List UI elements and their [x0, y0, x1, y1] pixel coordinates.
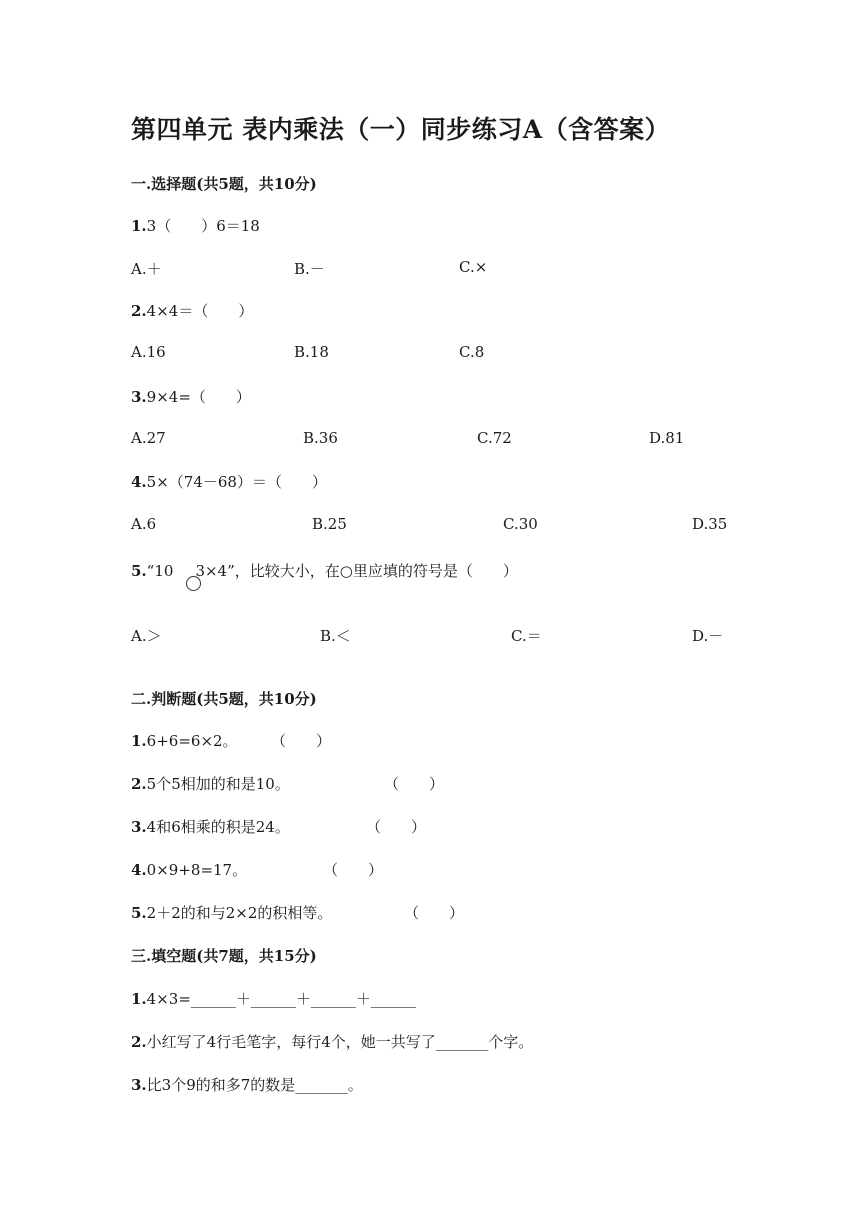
question-number: 2. — [131, 775, 147, 793]
question-number: 5. — [131, 904, 147, 922]
judge-3-answer-blank: （ ） — [366, 818, 427, 836]
question-number: 3. — [131, 1076, 147, 1094]
choice-5-option-a: A.＞ — [131, 627, 162, 645]
question-text-part-1: “10 — [146, 562, 174, 580]
question-number: 4. — [131, 473, 147, 491]
judge-question-5 — [131, 902, 332, 923]
choice-5-option-b: B.＜ — [320, 627, 351, 645]
choice-4-option-c: C.30 — [503, 515, 538, 533]
section-heading-fill: 三.填空题(共7题，共15分) — [131, 947, 317, 965]
question-text: 比3个9的和多7的数是_______。 — [146, 1076, 363, 1094]
choice-5-option-d: D.－ — [692, 627, 724, 645]
question-text: 小红写了4行毛笔字，每行4个，她一共写了_______个字。 — [146, 1033, 534, 1051]
question-text: 4×3=______＋______＋______＋______ — [146, 990, 416, 1008]
choice-1-option-b: B.－ — [294, 260, 325, 278]
question-text: 2＋2的和与2×2的积相等。 — [146, 904, 333, 922]
section-heading-judge: 二.判断题(共5题，共10分) — [131, 690, 317, 708]
choice-4-option-a: A.6 — [131, 515, 157, 533]
judge-question-1 — [131, 730, 238, 751]
question-number: 1. — [131, 217, 147, 235]
comparison-circle-icon — [186, 576, 201, 591]
judge-question-4 — [131, 859, 247, 880]
question-text: 3（ ）6＝18 — [146, 217, 260, 235]
question-number: 2. — [131, 1033, 147, 1051]
judge-1-answer-blank: （ ） — [271, 732, 332, 750]
question-text: 4×4＝（ ） — [146, 302, 254, 320]
question-number: 1. — [131, 990, 147, 1008]
choice-4-option-d: D.35 — [692, 515, 728, 533]
choice-3-option-c: C.72 — [477, 429, 512, 447]
fill-question-3 — [131, 1074, 363, 1095]
question-text: 0×9+8=17。 — [146, 861, 248, 879]
choice-2-option-b: B.18 — [294, 343, 329, 361]
choice-4-option-b: B.25 — [312, 515, 347, 533]
question-text: 4和6相乘的积是24。 — [146, 818, 290, 836]
choice-3-option-a: A.27 — [131, 429, 166, 447]
choice-3-option-b: B.36 — [303, 429, 338, 447]
choice-3-option-d: D.81 — [649, 429, 685, 447]
page-title: 第四单元 表内乘法（一）同步练习A（含答案） — [131, 115, 671, 144]
fill-question-1 — [131, 988, 416, 1009]
question-number: 2. — [131, 302, 147, 320]
choice-1-option-a: A.＋ — [131, 260, 162, 278]
question-text: 9×4=（ ） — [146, 388, 251, 406]
question-text: 5×（74－68）＝（ ） — [146, 473, 327, 491]
question-text: 5个5相加的和是10。 — [146, 775, 290, 793]
question-text: 6+6=6×2。 — [146, 732, 238, 750]
judge-5-answer-blank: （ ） — [404, 904, 465, 922]
choice-2-option-c: C.8 — [459, 343, 485, 361]
choice-2-option-a: A.16 — [131, 343, 166, 361]
choice-question-3 — [131, 386, 251, 407]
question-number: 5. — [131, 562, 147, 580]
choice-5-option-c: C.＝ — [511, 627, 542, 645]
fill-question-2 — [131, 1031, 533, 1052]
question-number: 3. — [131, 388, 147, 406]
judge-2-answer-blank: （ ） — [384, 775, 445, 793]
question-number: 3. — [131, 818, 147, 836]
choice-question-4 — [131, 471, 327, 492]
judge-question-2 — [131, 773, 290, 794]
judge-4-answer-blank: （ ） — [323, 861, 384, 879]
question-number: 4. — [131, 861, 147, 879]
judge-question-3 — [131, 816, 290, 837]
question-number: 1. — [131, 732, 147, 750]
choice-question-1 — [131, 215, 260, 236]
choice-1-option-c: C.× — [459, 258, 488, 276]
question-text-part-2: 3×4”，比较大小，在○里应填的符号是（ ） — [195, 562, 518, 580]
section-heading-choice: 一.选择题(共5题，共10分) — [131, 175, 317, 193]
choice-question-2 — [131, 300, 253, 321]
